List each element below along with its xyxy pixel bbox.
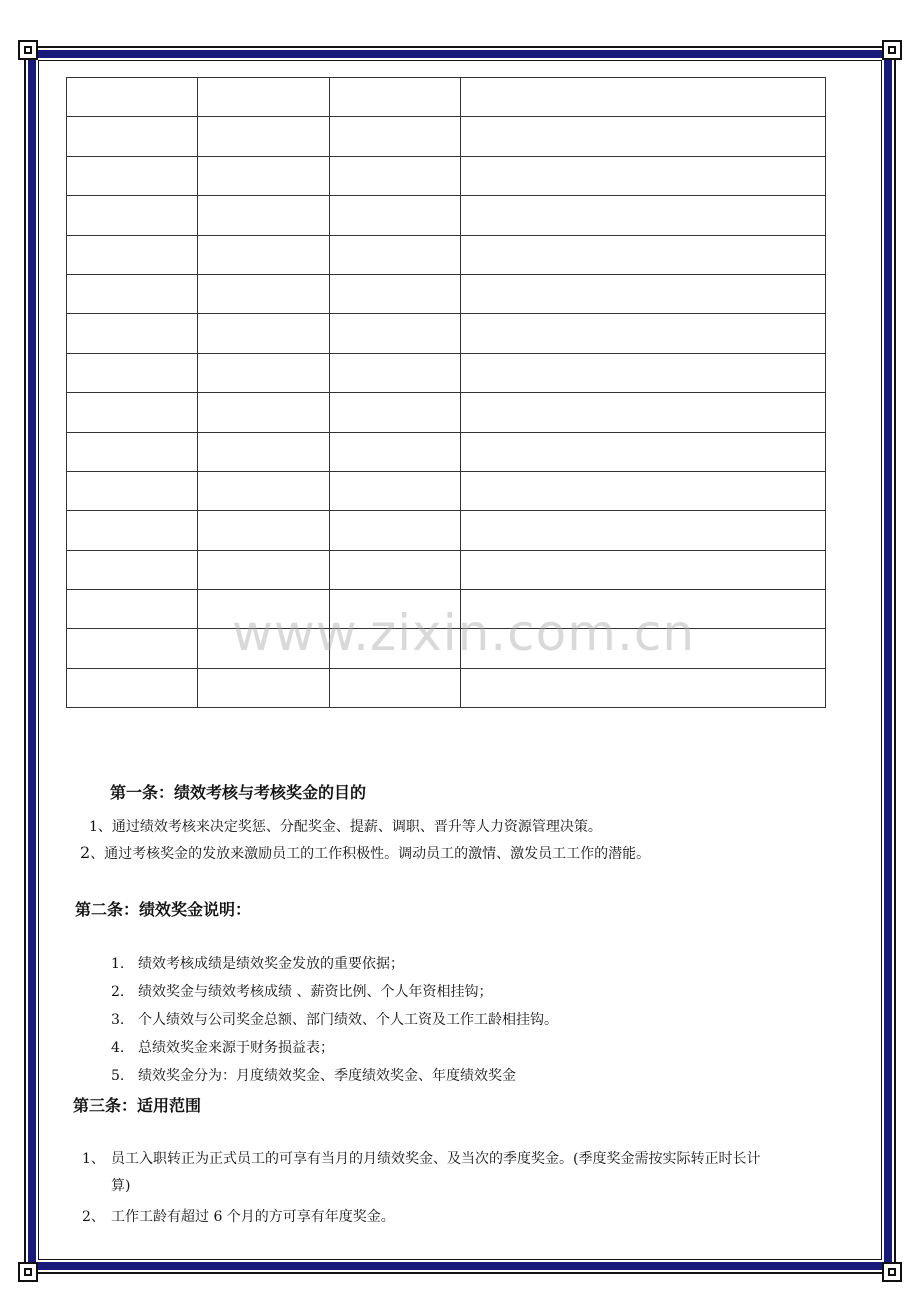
table-cell (198, 550, 330, 589)
list-item-continuation: 算) (111, 1178, 131, 1194)
table-cell (67, 629, 198, 668)
table-cell (330, 117, 461, 156)
table-cell (461, 314, 826, 353)
table-cell (198, 78, 330, 117)
table-cell (461, 393, 826, 432)
table-cell (198, 117, 330, 156)
table-row (67, 668, 826, 707)
table-cell (461, 511, 826, 550)
list-item: 1、 员工入职转正为正式员工的可享有当月的月绩效奖金、及当次的季度奖金。(季度奖金需按实际转正时长计 (82, 1151, 761, 1167)
table-cell (67, 550, 198, 589)
table-row (67, 196, 826, 235)
table-row (67, 471, 826, 510)
table-cell (67, 393, 198, 432)
table-row (67, 117, 826, 156)
table-cell (67, 668, 198, 707)
table-cell (67, 196, 198, 235)
list-item: 2、通过考核奖金的发放来激励员工的工作积极性。调动员工的激情、激发员工工作的潜能。 (80, 843, 651, 862)
table-row (67, 393, 826, 432)
table-row (67, 78, 826, 117)
border-corner-ornament (882, 40, 902, 60)
table-row (67, 156, 826, 195)
table-cell (67, 274, 198, 313)
table-cell (198, 235, 330, 274)
table-cell (67, 471, 198, 510)
table-row (67, 235, 826, 274)
watermark: www.zixin.com.cn (232, 604, 696, 662)
table-cell (67, 353, 198, 392)
list-item: 3. 个人绩效与公司奖金总额、部门绩效、个人工资及工作工龄相挂钩。 (111, 1012, 558, 1028)
table-cell (330, 314, 461, 353)
table-cell (330, 511, 461, 550)
border-corner-ornament (18, 1262, 38, 1282)
table-cell (461, 550, 826, 589)
table-cell (461, 471, 826, 510)
table-cell (198, 393, 330, 432)
table-cell (461, 353, 826, 392)
table-cell (330, 393, 461, 432)
table-cell (198, 314, 330, 353)
list-item: 4. 总绩效奖金来源于财务损益表； (111, 1040, 334, 1056)
table-cell (198, 156, 330, 195)
table-cell (461, 78, 826, 117)
border-corner-ornament (882, 1262, 902, 1282)
table-row (67, 353, 826, 392)
table-row (67, 314, 826, 353)
table-cell (330, 196, 461, 235)
section-heading-1: 第一条：绩效考核与考核奖金的目的 (110, 783, 367, 802)
list-item: 5. 绩效奖金分为：月度绩效奖金、季度绩效奖金、年度绩效奖金 (111, 1068, 516, 1084)
table-cell (461, 432, 826, 471)
table-cell (67, 156, 198, 195)
table-cell (67, 511, 198, 550)
table-cell (461, 668, 826, 707)
table-cell (330, 156, 461, 195)
table-cell (198, 471, 330, 510)
table-cell (461, 196, 826, 235)
table-cell (198, 432, 330, 471)
table-cell (330, 668, 461, 707)
table-row (67, 274, 826, 313)
table-row (67, 432, 826, 471)
table-cell (67, 432, 198, 471)
section-heading-3: 第三条：适用范围 (73, 1096, 202, 1115)
table-cell (198, 353, 330, 392)
table-cell (67, 235, 198, 274)
section-heading-2: 第二条：绩效奖金说明： (75, 900, 252, 919)
table-cell (330, 550, 461, 589)
table-cell (67, 590, 198, 629)
table-cell (67, 78, 198, 117)
table-cell (198, 668, 330, 707)
table-cell (461, 274, 826, 313)
table-cell (67, 117, 198, 156)
table-cell (330, 78, 461, 117)
table-cell (198, 274, 330, 313)
list-item: 2、 工作工龄有超过 6 个月的方可享有年度奖金。 (82, 1209, 395, 1225)
table-row (67, 550, 826, 589)
table-cell (461, 117, 826, 156)
list-item: 1、通过绩效考核来决定奖惩、分配奖金、提薪、调职、晋升等人力资源管理决策。 (89, 819, 602, 835)
table-cell (330, 471, 461, 510)
table-cell (330, 353, 461, 392)
table-cell (198, 196, 330, 235)
table-cell (67, 314, 198, 353)
table-cell (461, 235, 826, 274)
table-cell (198, 511, 330, 550)
table-cell (330, 432, 461, 471)
table-cell (330, 235, 461, 274)
list-item: 2. 绩效奖金与绩效考核成绩 、薪资比例、个人年资相挂钩； (111, 984, 493, 1000)
border-corner-ornament (18, 40, 38, 60)
table-row (67, 511, 826, 550)
table-cell (461, 156, 826, 195)
list-item: 1. 绩效考核成绩是绩效奖金发放的重要依据； (111, 956, 404, 972)
table-cell (330, 274, 461, 313)
